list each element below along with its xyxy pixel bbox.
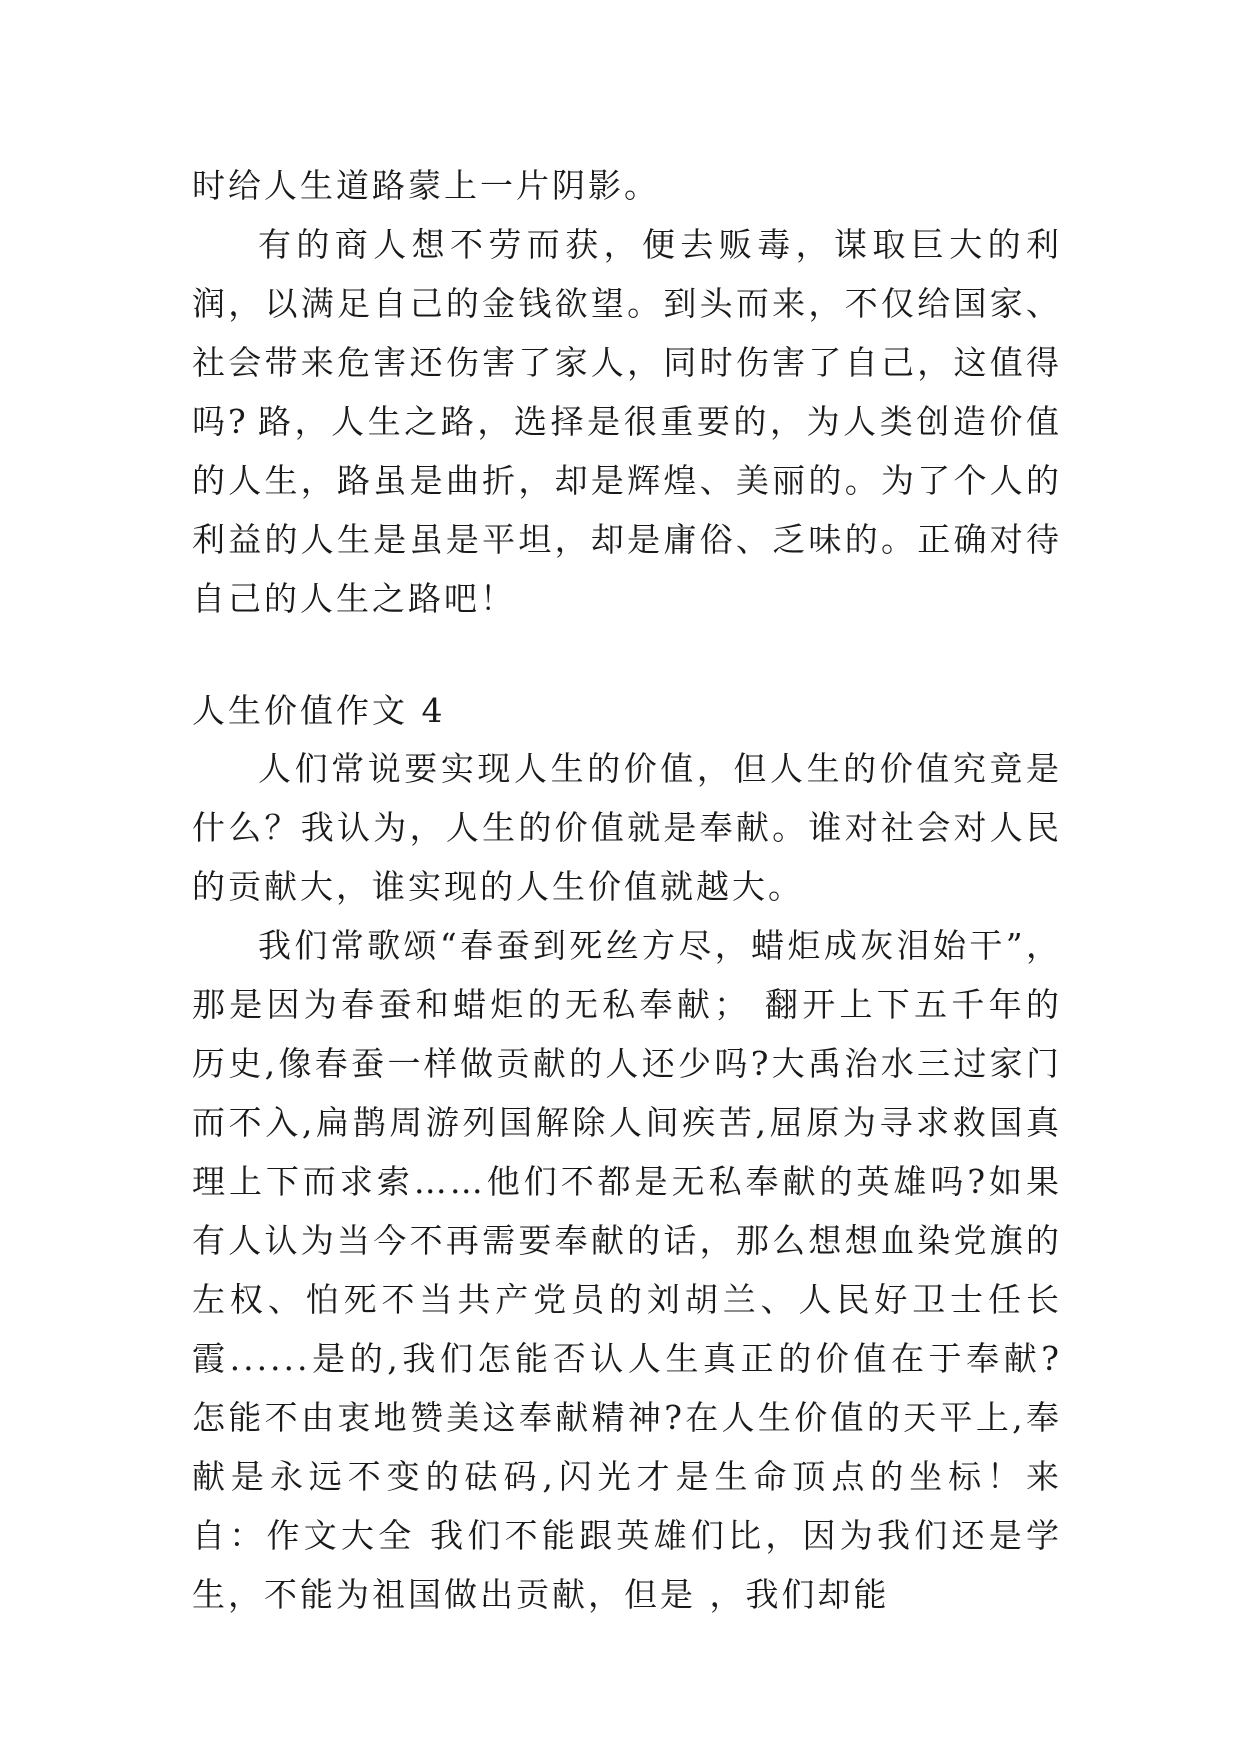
body-paragraph: 有的商人想不劳而获，便去贩毒，谋取巨大的利润，以满足自己的金钱欲望。到头而来，不仅给国家、社会带来危害还伤害了家人，同时伤害了自己，这值得吗? [192,225,1062,441]
section-title: 人生价值作文 4 [192,691,446,730]
body-paragraph: 路，人生之路，选择是很重要的，为人类创造价值的人生，路虽是曲折，却是辉煌、美丽的。为了个人的利益的人生是虽是平坦，却是庸俗、乏味的。正确对待自己的人生之路吧！ [192,402,1062,618]
body-paragraph: 我们常歌颂“春蚕到死丝方尽，蜡炬成灰泪始干”，那是因为春蚕和蜡炬的无私奉献； 翻开上下五千年的历史,像春蚕一样做贡献的人还少吗?大禹治水三过家门而不入,扁鹊周游列国解除人间疾苦,屈原为寻求救国真理上下而求索……他们不都是无私奉献的英雄吗?如果有人认为当今不再需要奉献的话，那么想想血染党旗的左权、怕死不当共产党员的刘胡兰、人民好卫士任长霞......是的,我们怎能否认人生真正的价值在于奉献?怎能不由衷地赞美这奉献精神?在人生价值的天平上,奉献是永远不变的砝码,闪光才是生命顶点的坐标！来自：作文大全 我们不能跟英雄们比，因为我们还是学生，不能为祖国做出贡献，但是 ，我们却能 [192,926,1062,1614]
continued-paragraph-line: 时给人生道路蒙上一片阴影。 [192,166,660,205]
body-paragraph: 人们常说要实现人生的价值，但人生的价值究竟是什么？我认为，人生的价值就是奉献。谁对社会对人民的贡献大，谁实现的人生价值就越大。 [192,749,1062,906]
